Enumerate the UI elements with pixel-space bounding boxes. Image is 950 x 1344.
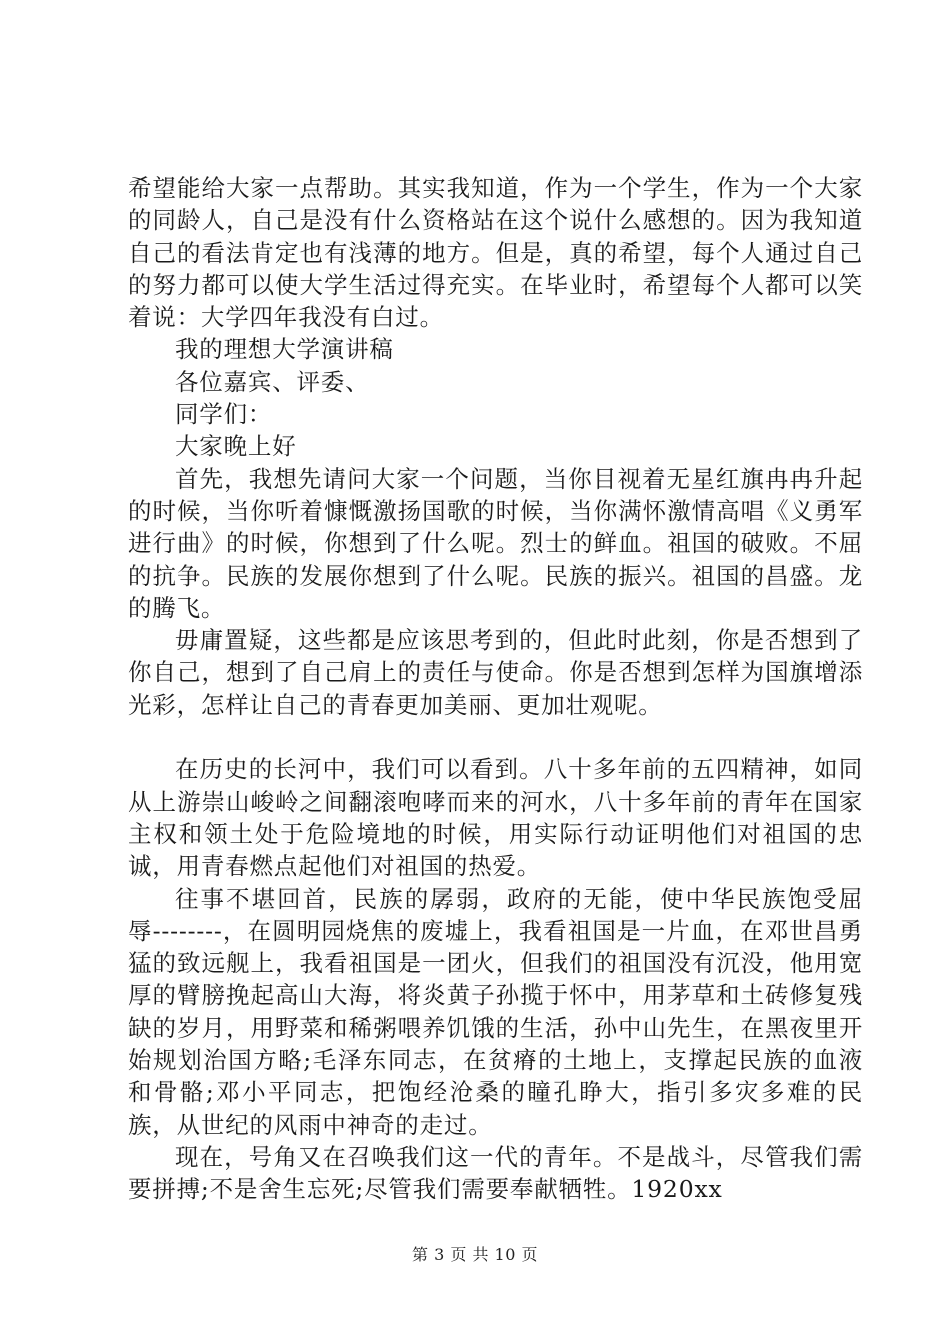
paragraph-history: 在历史的长河中，我们可以看到。八十多年前的五四精神，如同从上游崇山峻岭之间翻滚咆哮而来的河水，八十多年前的青年在国家主权和领土处于危险境地的时候，用实际行动证明他们对祖国的忠诚，用青春燃点起他们对祖国的热爱。 [128, 755, 863, 881]
paragraph-question: 首先，我想先请问大家一个问题，当你目视着无星红旗冉冉升起的时候，当你听着慷慨激扬国歌的时候，当你满怀激情高唱《义勇军进行曲》的时候，你想到了什么呢。烈士的鲜血。祖国的破败。不屈的抗争。民族的发展你想到了什么呢。民族的振兴。祖国的昌盛。龙的腾飞。 [128, 464, 863, 622]
paragraph-present: 现在，号角又在召唤我们这一代的青年。不是战斗，尽管我们需要拼搏;不是舍生忘死;尽管我们需要奉献牺牲。1920xx [128, 1142, 863, 1204]
salutation-guests: 各位嘉宾、评委、 [175, 367, 370, 396]
document-body [128, 172, 863, 1206]
paragraph-past: 往事不堪回首，民族的孱弱，政府的无能，使中华民族饱受屈辱--------，在圆明园烧焦的废墟上，我看祖国是一片血，在邓世昌勇猛的致远舰上，我看祖国是一团火，但我们的祖国没有沉没，他用宽厚的臂膀挽起高山大海，将炎黄子孙揽于怀中，用茅草和土砖修复残缺的岁月，用野菜和稀粥喂养饥饿的生活，孙中山先生，在黑夜里开始规划治国方略;毛泽东同志，在贫瘠的土地上，支撑起民族的血液和骨骼;邓小平同志，把饱经沧桑的瞳孔睁大，指引多灾多难的民族，从世纪的风雨中神奇的走过。 [128, 884, 863, 1139]
paragraph-continuation: 希望能给大家一点帮助。其实我知道，作为一个学生，作为一个大家的同龄人，自己是没有什么资格站在这个说什么感想的。因为我知道自己的看法肯定也有浅薄的地方。但是，真的希望，每个人通过自己的努力都可以使大学生活过得充实。在毕业时，希望每个人都可以笑着说：大学四年我没有白过。 [128, 174, 863, 332]
page-number-footer: 第 3 页 共 10 页 [412, 1245, 538, 1264]
paragraph-spacer [128, 721, 863, 753]
salutation-students: 同学们： [175, 400, 273, 429]
paragraph-responsibility: 毋庸置疑，这些都是应该思考到的，但此时此刻，你是否想到了你自己，想到了自己肩上的责任与使命。你是否想到怎样为国旗增添光彩，怎样让自己的青春更加美丽、更加壮观呢。 [128, 626, 863, 719]
speech-title: 我的理想大学演讲稿 [175, 335, 394, 364]
greeting: 大家晚上好 [175, 432, 297, 461]
